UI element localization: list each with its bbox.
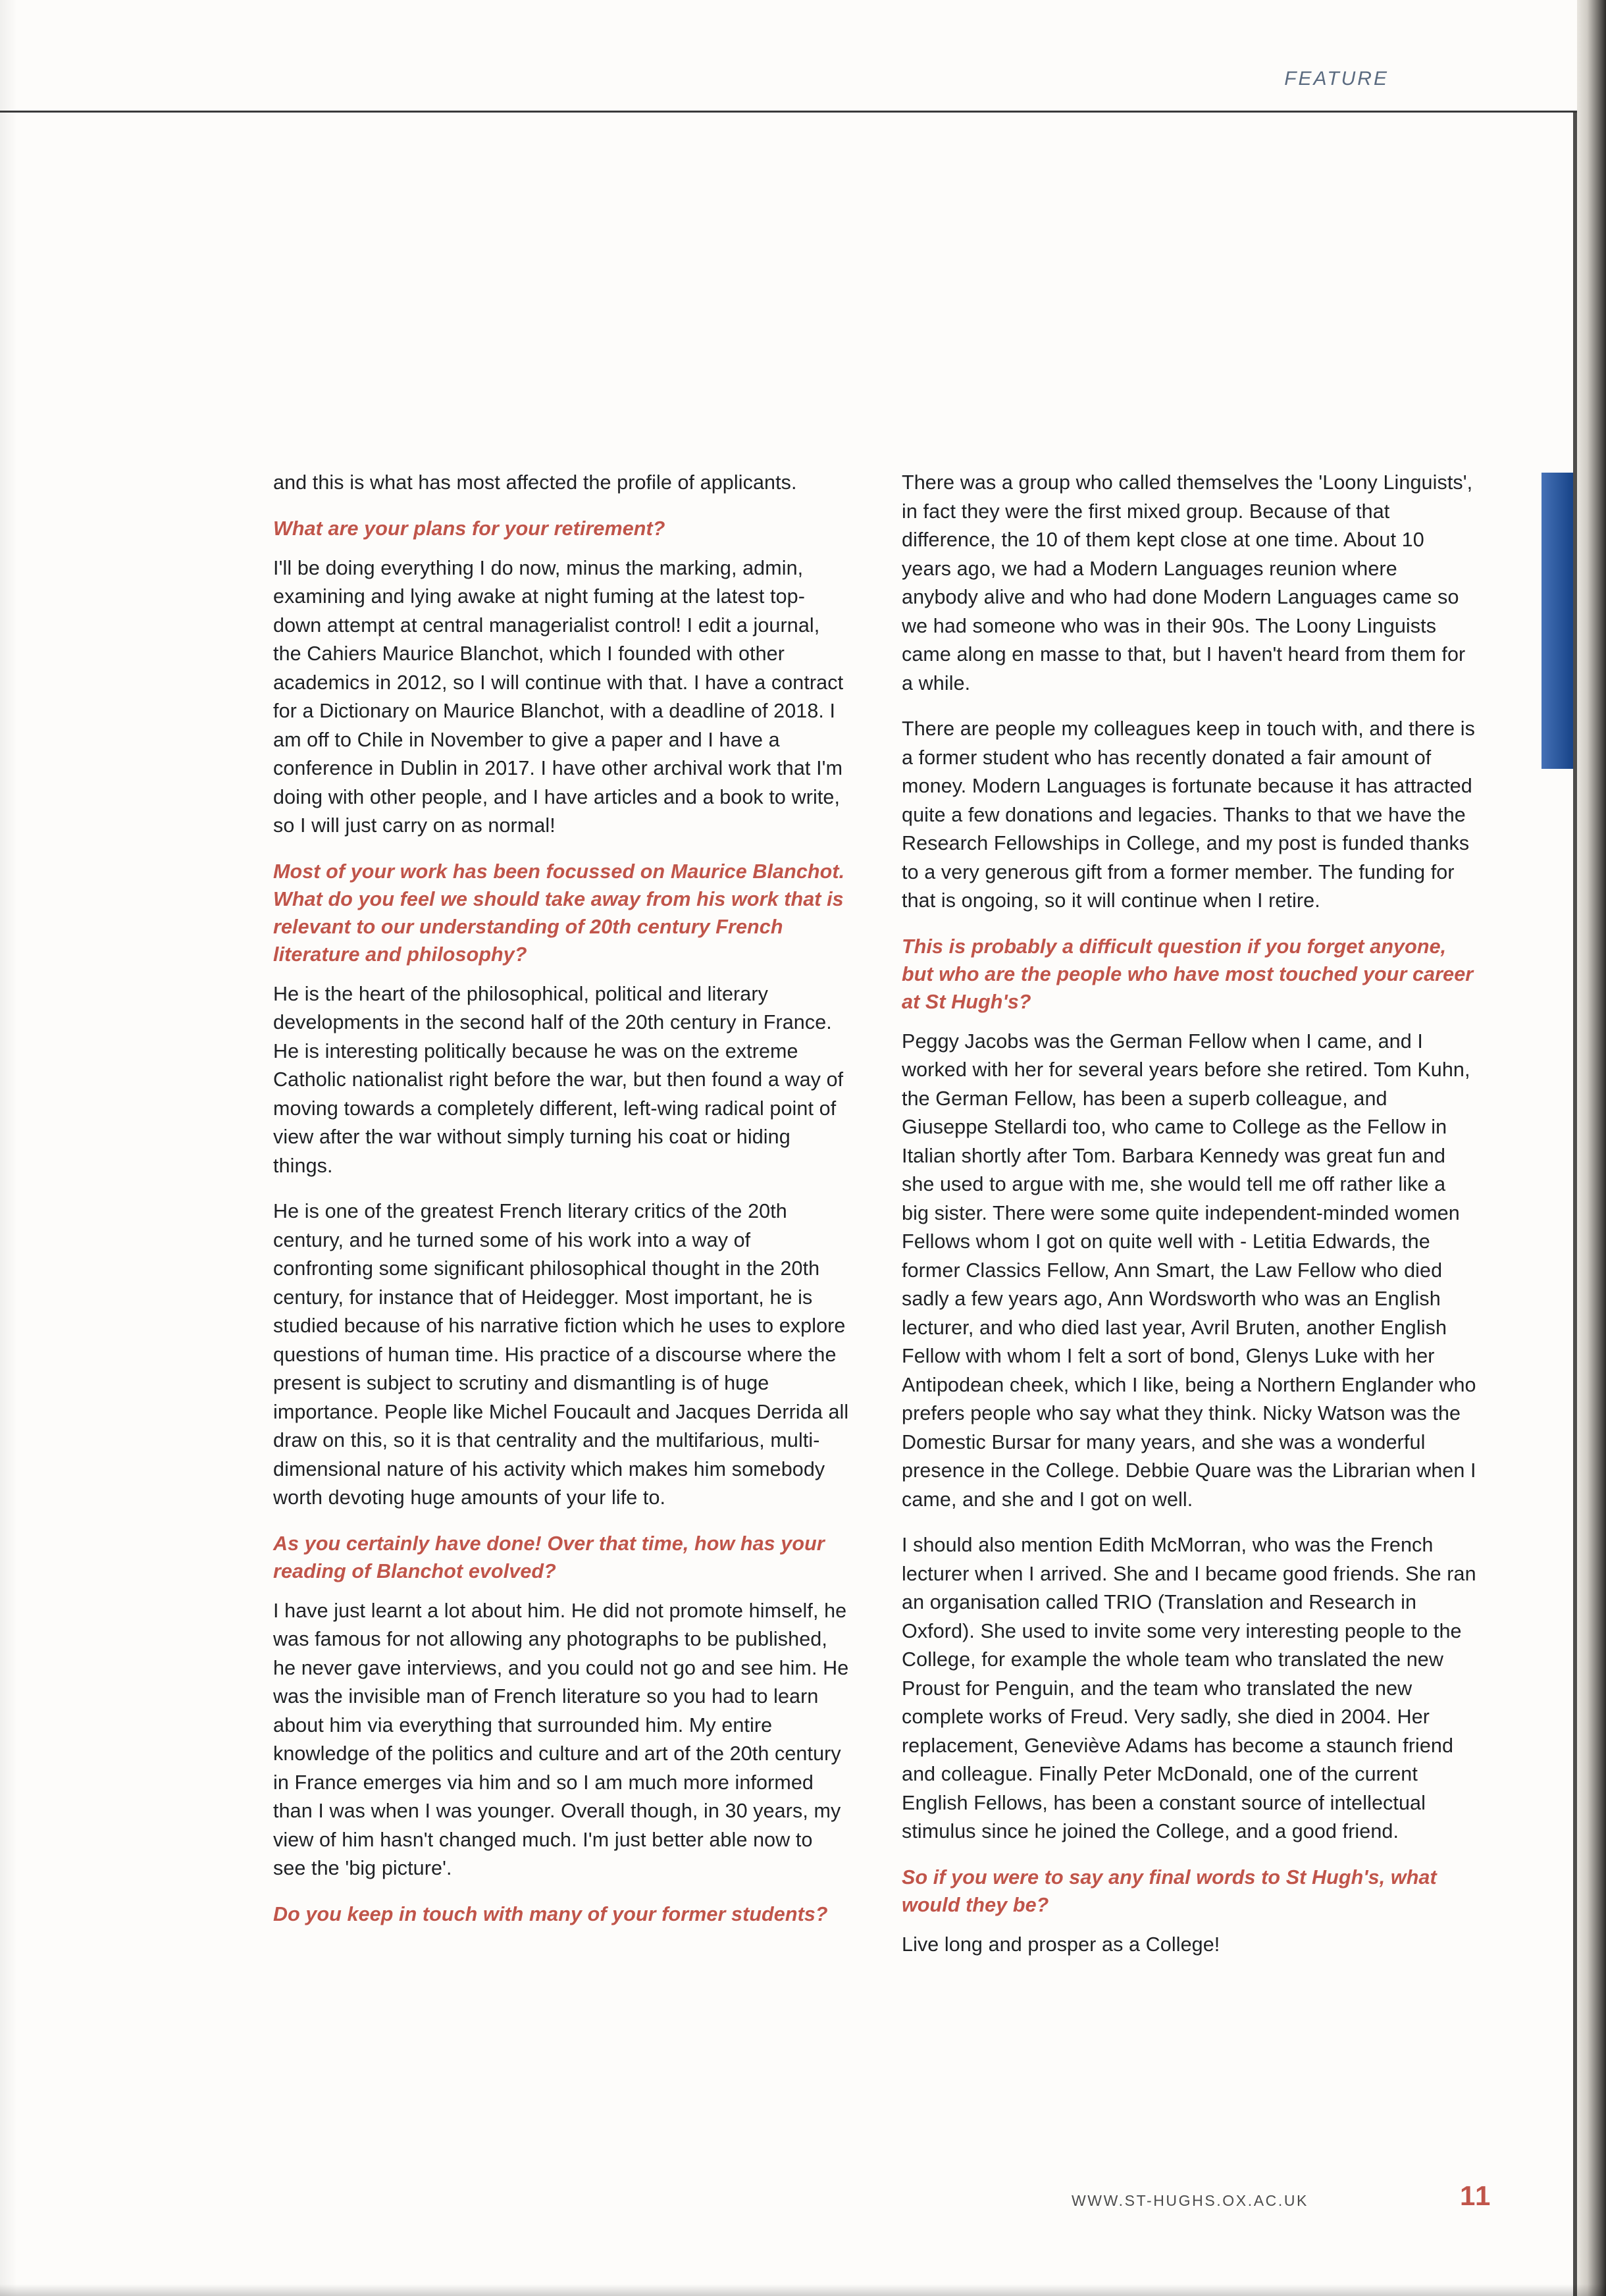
body-paragraph: He is the heart of the philosophical, political and literary developments in the second half of the 20th century in France. He is interesting politically because he was on the extreme Catholic nationalist right before the war, but then found a way of moving towards a completely different, left-wing radical point of view after the war without simply turning his coat or hiding things.: [273, 982, 844, 1177]
interview-question: Do you keep in touch with many of your former students?: [273, 1902, 828, 1925]
body-paragraph: Peggy Jacobs was the German Fellow when I came, and I worked with her for several years before she retired. Tom Kuhn, the German Fellow, has been a superb colleague, and Giuseppe Stellardi too, who came to College as the Fellow in Italian shortly after Tom. Barbara Kennedy was great fun and she used to argue with me, she would tell me off rather like a big sister. There were some quite independent-minded women Fellows whom I got on quite well with - Letitia Edwards, the former Classics Fellow, Ann Smart, the Law Fellow who died sadly a few years ago, Ann Wordsworth who was an English lecturer, and who died last year, Avril Bruten, another English Fellow with whom I felt a sort of bond, Glenys Luke with her Antipodean cheek, which I like, being a Northern Englander who prefers people who say what they think. Nicky Watson was the Domestic Bursar for many years, and she was a wonderful presence in the College. Debbie Quare was the Librarian when I came, and she and I got on well.: [902, 1030, 1476, 1511]
body-paragraph: He is one of the greatest French literary critics of the 20th century, and he turned some of his work into a way of confronting some significant philosophical thought in the 20th century, for instance that of Heidegger. Most important, he is studied because of his narrative fiction which he uses to explore questions of human time. His practice of a discourse where the present is subject to scrutiny and dismantling is of huge importance. People like Michel Foucault and Jacques Derrida all draw on this, so it is that centrality and the multifarious, multi-dimensional nature of his activity which makes him somebody worth devoting huge amounts of your life to.: [273, 1200, 849, 1509]
interview-question: This is probably a difficult question if you forget anyone, but who are the people who have most touched your career at St Hugh's?: [902, 935, 1474, 1013]
article-column-right: [902, 469, 1478, 1959]
section-label: FEATURE: [1284, 68, 1389, 90]
interview-question: As you certainly have done! Over that time, how has your reading of Blanchot evolved?: [273, 1532, 825, 1582]
body-paragraph: There was a group who called themselves the 'Loony Linguists', in fact they were the first mixed group. Because of that difference, the 10 of them kept close at one time. About 10 years ago, we had a Modern Languages reunion where anybody alive and who had done Modern Languages came so we had someone who was in their 90s. The Loony Linguists came along en masse to that, but I haven't heard from them for a while.: [902, 471, 1473, 694]
body-paragraph: I should also mention Edith McMorran, who was the French lecturer when I arrived. She and I became good friends. She ran an organisation called TRIO (Translation and Research in Oxford). She used to invite some very interesting people to the College, for example the whole team who translated the new Proust for Penguin, and the team who translated the new complete works of Freud. Very sadly, she died in 2004. Her replacement, Geneviève Adams has become a staunch friend and colleague. Finally Peter McDonald, one of the current English Fellows, has been a constant source of intellectual stimulus since he joined the College, and a good friend.: [902, 1534, 1476, 1842]
footer-website: WWW.ST-HUGHS.OX.AC.UK: [1072, 2192, 1308, 2209]
body-paragraph: There are people my colleagues keep in touch with, and there is a former student who has recently donated a fair amount of money. Modern Languages is fortunate because it has attracted quite a few donations and legacies. Thanks to that we have the Research Fellowships in College, and my post is funded thanks to a very generous gift from a former member. The funding for that is ongoing, so it will continue when I retire.: [902, 718, 1475, 912]
header-divider: [0, 111, 1577, 113]
interview-question: What are your plans for your retirement?: [273, 517, 665, 540]
interview-question: So if you were to say any final words to St Hugh's, what would they be?: [902, 1866, 1437, 1916]
body-paragraph: and this is what has most affected the profile of applicants.: [273, 471, 797, 494]
scan-right-edge: [1577, 0, 1606, 2296]
scan-bottom-shadow: [0, 2284, 1606, 2296]
body-paragraph: I have just learnt a lot about him. He did not promote himself, he was famous for not allowing any photographs to be published, he never gave interviews, and you could not go and see him. He was the invisible man of French literature so you had to learn about him via everything that surrounded him. My entire knowledge of the politics and culture and art of the 20th century in France emerges via him and so I am much more informed than I was when I was younger. Overall though, in 30 years, my view of him hasn't changed much. I'm just better able now to see the 'big picture'.: [273, 1599, 849, 1879]
body-paragraph: I'll be doing everything I do now, minus the marking, admin, examining and lying awake at night fuming at the latest top-down attempt at central managerialist control! I edit a journal, the Cahiers Maurice Blanchot, which I founded with other academics in 2012, so I will continue with that. I have a contract for a Dictionary on Maurice Blanchot, with a deadline of 2018. I am off to Chile in November to give a paper and I have a conference in Dublin in 2017. I have other archival work that I'm doing with other people, and I have articles and a book to write, so I will just carry on as normal!: [273, 556, 844, 837]
article-column-left: [273, 469, 849, 1940]
footer-page-number: 11: [1460, 2180, 1492, 2211]
body-paragraph: Live long and prosper as a College!: [902, 1933, 1220, 1956]
margin-tab-shading: [1541, 473, 1573, 769]
left-edge-shadow: [0, 0, 17, 2296]
interview-question: Most of your work has been focussed on Maurice Blanchot. What do you feel we should take away from his work that is relevant to our understanding of 20th century French literature and philosophy?: [273, 860, 845, 966]
